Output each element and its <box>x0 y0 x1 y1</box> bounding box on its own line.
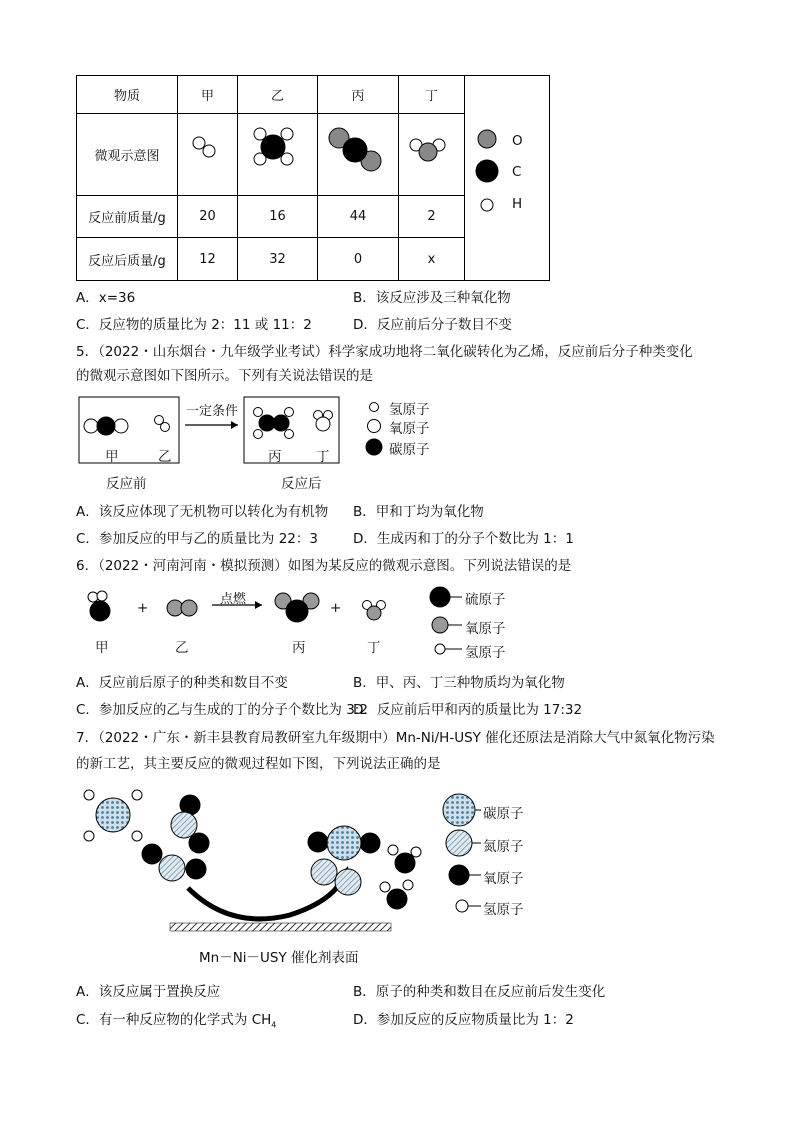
h-atom-icon <box>285 408 294 417</box>
oxygen-atom-icon <box>360 833 380 853</box>
option-a: A．该反应属于置换反应 <box>76 984 221 1000</box>
table-molecules <box>0 0 794 300</box>
option-b: B．该反应涉及三种氧化物 <box>353 290 511 306</box>
table-header: 丁 <box>399 76 465 114</box>
plus-sign: + <box>330 600 342 616</box>
h-atom-icon <box>132 831 142 841</box>
h-atom-icon <box>370 403 379 412</box>
legend-label: 硫原子 <box>465 592 506 608</box>
o-atom-icon <box>478 130 496 148</box>
legend-label: 氧原子 <box>389 421 430 437</box>
molecule-label: 丙 <box>268 449 282 465</box>
legend-label: H <box>512 196 523 212</box>
h-atom-icon <box>161 423 170 432</box>
c-atom-icon <box>273 415 289 431</box>
question-text: 的新工艺，其主要反应的微观过程如下图，下列说法正确的是 <box>76 756 441 772</box>
h-atom-icon <box>254 430 263 439</box>
h-atom-icon <box>84 831 94 841</box>
nitrogen-atom-icon <box>311 859 337 885</box>
question-text: 5．（2022・山东烟台・九年级学业考试）科学家成功地将二氧化碳转化为乙烯，反应前后分子种类变化 <box>76 344 693 360</box>
option-d: D．参加反应的反应物质量比为 1：2 <box>353 1012 574 1028</box>
molecule-label: 甲 <box>105 449 119 465</box>
option-a: A．反应前后原子的种类和数目不变 <box>76 675 288 691</box>
option-b: B．甲和丁均为氧化物 <box>353 504 484 520</box>
table-header: 甲 <box>178 76 238 114</box>
plus-sign: + <box>137 600 149 616</box>
c-atom-icon <box>343 138 367 162</box>
legend-label: C <box>512 164 522 180</box>
h-atom-icon <box>97 591 107 601</box>
option-c: C．参加反应的乙与生成的丁的分子个数比为 3:2 <box>76 702 368 718</box>
table-cell: 12 <box>178 238 238 281</box>
table-cell: 20 <box>178 196 238 238</box>
option-a: A．该反应体现了无机物可以转化为有机物 <box>76 504 329 520</box>
table-header: 乙 <box>238 76 318 114</box>
row-label: 反应后质量/g <box>77 238 178 281</box>
option-c: C．参加反应的甲与乙的质量比为 22：3 <box>76 531 318 547</box>
table-cell: 32 <box>238 238 318 281</box>
table-header: 丙 <box>318 76 399 114</box>
c-atom-icon <box>261 135 285 159</box>
h-atom-icon <box>254 408 263 417</box>
o-atom-icon <box>419 143 437 161</box>
h-atom-icon <box>403 880 413 890</box>
molecule-label: 乙 <box>175 640 189 656</box>
option-b: B．原子的种类和数目在反应前后发生变化 <box>353 984 606 1000</box>
legend-label: 氧原子 <box>483 871 524 887</box>
legend-label: O <box>512 133 523 149</box>
row-label: 微观示意图 <box>77 114 178 196</box>
o-atom-icon <box>368 420 381 433</box>
s-atom-icon <box>286 600 308 622</box>
molecule-label: 丁 <box>367 640 381 656</box>
oxygen-atom-icon <box>449 865 469 885</box>
caption: 反应后 <box>281 476 322 492</box>
row-label: 反应前质量/g <box>77 196 178 238</box>
h-atom-icon <box>388 845 398 855</box>
reaction-condition: 点燃 <box>220 592 247 607</box>
o-atom-icon <box>316 417 330 431</box>
h-atom-icon <box>193 137 205 149</box>
nitrogen-atom-icon <box>335 869 361 895</box>
o-atom-icon <box>367 606 381 620</box>
oxygen-atom-icon <box>189 833 209 853</box>
carbon-atom-icon <box>96 798 130 832</box>
table-cell: 0 <box>318 238 399 281</box>
question-text: 7．（2022・广东・新丰县教育局教研室九年级期中）Mn-Ni/H-USY 催化还原法是消除大气中氮氧化物污染 <box>76 730 715 746</box>
h-atom-icon <box>84 790 94 800</box>
h-atom-icon <box>380 882 390 892</box>
h-atom-icon <box>88 592 98 602</box>
c-atom-icon <box>476 160 498 182</box>
oxygen-atom-icon <box>142 844 162 864</box>
question-text: 6．（2022・河南河南・模拟预测）如图为某反应的微观示意图。下列说法错误的是 <box>76 558 572 574</box>
table-cell: 16 <box>238 196 318 238</box>
question-text: 的微观示意图如下图所示。下列有关说法错误的是 <box>76 368 373 384</box>
molecule-label: 丁 <box>316 449 330 465</box>
option-c: C．有一种反应物的化学式为 $CH_4$ <box>76 1012 277 1030</box>
catalyst-caption: Mn－Ni－USY 催化剂表面 <box>199 950 359 966</box>
q6-diagram <box>0 580 794 660</box>
q7-diagram <box>0 780 794 960</box>
h-atom-icon <box>132 790 142 800</box>
legend-label: 氢原子 <box>465 645 506 661</box>
table-cell: 2 <box>399 196 465 238</box>
h-atom-icon <box>481 199 493 211</box>
option-d: D．反应前后甲和丙的质量比为 17:32 <box>353 702 583 718</box>
option-b: B．甲、丙、丁三种物质均为氧化物 <box>353 675 565 691</box>
legend-label: 碳原子 <box>483 806 524 822</box>
nitrogen-atom-icon <box>446 830 472 856</box>
table-cell: x <box>399 238 465 281</box>
oxygen-atom-icon <box>308 832 328 852</box>
h-atom-icon <box>285 430 294 439</box>
carbon-atom-icon <box>443 794 475 826</box>
oxygen-atom-icon <box>387 889 407 909</box>
legend-label: 碳原子 <box>389 442 430 458</box>
oxygen-atom-icon <box>395 853 415 873</box>
oxygen-atom-icon <box>186 859 206 879</box>
o-atom-icon <box>84 419 98 433</box>
c-atom-icon <box>366 439 382 455</box>
legend-label: 氢原子 <box>483 902 524 918</box>
caption: 反应前 <box>106 476 147 492</box>
h-atom-icon <box>435 644 445 654</box>
option-a: A．x=36 <box>76 290 136 306</box>
nitrogen-atom-icon <box>159 855 185 881</box>
nitrogen-atom-icon <box>171 812 197 838</box>
molecule-label: 丙 <box>292 640 306 656</box>
h-atom-icon <box>281 153 293 165</box>
option-d: D．生成丙和丁的分子个数比为 1：1 <box>353 531 574 547</box>
c-atom-icon <box>97 417 115 435</box>
molecule-label: 乙 <box>158 449 172 465</box>
table-cell: 44 <box>318 196 399 238</box>
s-atom-icon <box>90 601 110 621</box>
molecule-label: 甲 <box>95 640 109 656</box>
o-atom-icon <box>181 600 197 616</box>
h-atom-icon <box>456 900 468 912</box>
table-header: 物质 <box>77 76 178 114</box>
legend-label: 氧原子 <box>465 621 506 637</box>
s-atom-icon <box>430 587 450 607</box>
option-d: D．反应前后分子数目不变 <box>353 317 512 333</box>
option-c: C．反应物的质量比为 2：11 或 11：2 <box>76 317 312 333</box>
legend-label: 氮原子 <box>483 839 524 855</box>
h-atom-icon <box>281 128 293 140</box>
h-atom-icon <box>203 145 215 157</box>
reaction-condition: 一定条件 <box>186 404 239 419</box>
h-atom-icon <box>411 847 421 857</box>
o-atom-icon <box>432 617 448 633</box>
legend-label: 氢原子 <box>389 402 430 418</box>
carbon-atom-icon <box>327 826 361 860</box>
o-atom-icon <box>114 419 128 433</box>
